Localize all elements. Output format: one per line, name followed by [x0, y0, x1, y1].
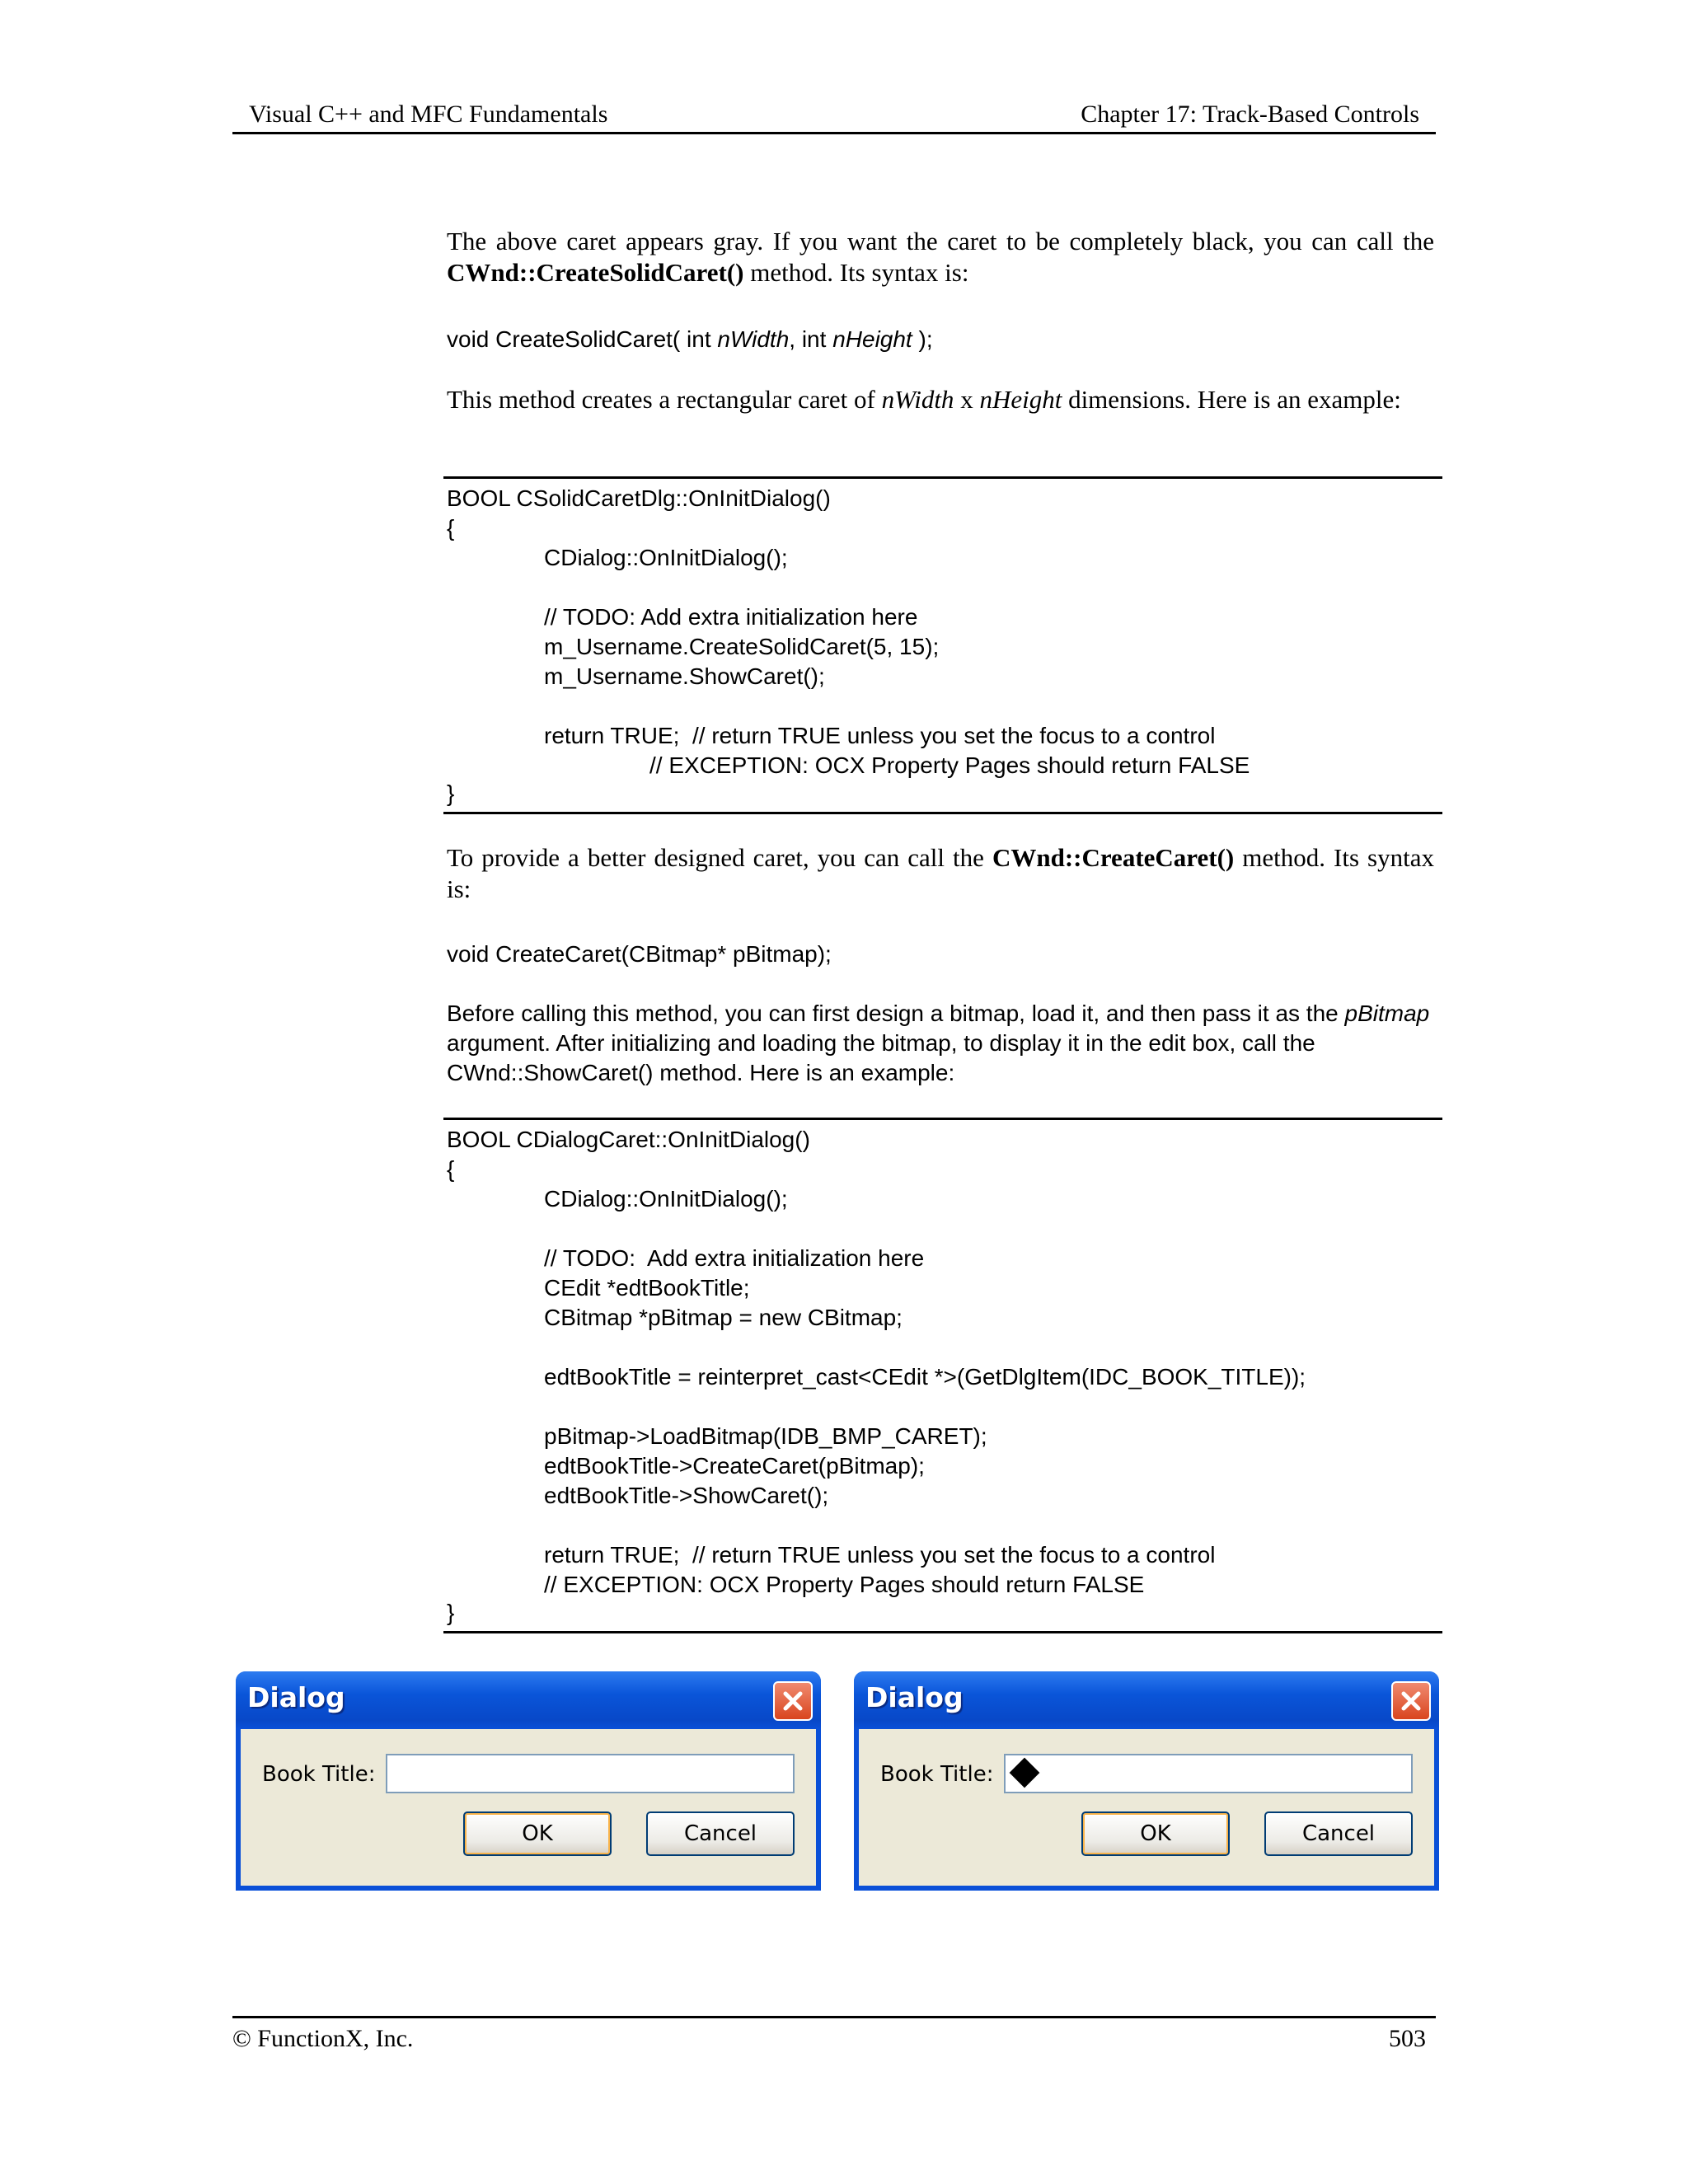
method-name: CWnd::CreateSolidCaret(): [447, 258, 744, 287]
dialog-window-default-caret: [236, 1671, 821, 1891]
code-line: }: [447, 780, 455, 806]
paragraph-bitmap-description: Before calling this method, you can first design a bitmap, load it, and then pass it as the pBitmap argument. After initializing and loading the bitmap, to display it in the edit box, call the CWnd::ShowCaret() method. Here is an example:: [447, 1001, 1430, 1085]
cancel-button[interactable]: Cancel: [1264, 1811, 1413, 1856]
close-button[interactable]: [773, 1681, 813, 1721]
cancel-button[interactable]: Cancel: [646, 1811, 795, 1856]
dialog-client-area: [241, 1729, 816, 1886]
code-block-bitmap-caret: [443, 1118, 1442, 1633]
code-line: return TRUE; // return TRUE unless you set the focus to a control: [544, 723, 1216, 748]
code-line: edtBookTitle = reinterpret_cast<CEdit *>(GetDlgItem(IDC_BOOK_TITLE));: [544, 1364, 1306, 1390]
paragraph-create-caret-intro: To provide a better designed caret, you can call the CWnd::CreateCaret() method. Its syntax is:: [447, 843, 1434, 903]
book-title-input[interactable]: [1004, 1754, 1413, 1793]
code-line: // EXCEPTION: OCX Property Pages should return FALSE: [544, 1572, 1145, 1597]
close-button[interactable]: [1391, 1681, 1431, 1721]
ok-button[interactable]: OK: [463, 1811, 612, 1856]
code-line: // EXCEPTION: OCX Property Pages should return FALSE: [649, 752, 1250, 778]
code-line: edtBookTitle->CreateCaret(pBitmap);: [544, 1453, 925, 1479]
code-line: m_Username.ShowCaret();: [544, 663, 825, 689]
code-line: m_Username.CreateSolidCaret(5, 15);: [544, 634, 940, 659]
dialog-title: Dialog: [865, 1681, 964, 1713]
page-header: [232, 97, 1436, 134]
code-line: BOOL CSolidCaretDlg::OnInitDialog(): [447, 485, 831, 511]
book-title-input[interactable]: [386, 1754, 795, 1793]
diamond-caret-icon: [1010, 1758, 1040, 1788]
code-line: edtBookTitle->ShowCaret();: [544, 1483, 829, 1508]
page-number: 503: [1389, 2025, 1426, 2052]
page-footer: [232, 2016, 1436, 2060]
close-icon: [781, 1690, 804, 1713]
code-line: {: [447, 1156, 455, 1182]
code-line: CBitmap *pBitmap = new CBitmap;: [544, 1305, 903, 1330]
code-block-solid-caret: [443, 476, 1442, 814]
code-line: BOOL CDialogCaret::OnInitDialog(): [447, 1127, 810, 1152]
code-line: }: [447, 1600, 455, 1625]
code-line: CEdit *edtBookTitle;: [544, 1275, 750, 1301]
ok-button[interactable]: OK: [1081, 1811, 1230, 1856]
dialog-titlebar[interactable]: [236, 1671, 821, 1729]
code-line: CDialog::OnInitDialog();: [544, 1186, 788, 1212]
dialog-titlebar[interactable]: [854, 1671, 1439, 1729]
dialog-client-area: [859, 1729, 1434, 1886]
header-chapter-title: Chapter 17: Track-Based Controls: [1081, 101, 1419, 128]
method-name: CWnd::CreateCaret(): [992, 843, 1235, 872]
code-line: pBitmap->LoadBitmap(IDB_BMP_CARET);: [544, 1423, 987, 1449]
code-line: // TODO: Add extra initialization here: [544, 1245, 925, 1271]
paragraph-solid-caret-description: This method creates a rectangular caret of nWidth x nHeight dimensions. Here is an example:: [447, 385, 1401, 414]
paragraph-solid-caret-intro: The above caret appears gray. If you want the caret to be completely black, you can call the CWnd::CreateSolidCaret() method. Its syntax is:: [447, 227, 1434, 287]
code-line: return TRUE; // return TRUE unless you set the focus to a control: [544, 1542, 1216, 1568]
code-line: CDialog::OnInitDialog();: [544, 545, 788, 570]
syntax-create-caret: void CreateCaret(CBitmap* pBitmap);: [447, 941, 832, 967]
header-book-title: Visual C++ and MFC Fundamentals: [249, 101, 608, 128]
book-title-label: Book Title:: [880, 1762, 994, 1787]
book-title-label: Book Title:: [262, 1762, 376, 1787]
code-line: // TODO: Add extra initialization here: [544, 604, 918, 630]
footer-copyright: © FunctionX, Inc.: [232, 2025, 414, 2052]
close-icon: [1400, 1690, 1423, 1713]
syntax-create-solid-caret: void CreateSolidCaret( int nWidth, int nHeight );: [447, 326, 933, 352]
dialog-title: Dialog: [247, 1681, 345, 1713]
dialog-window-bitmap-caret: [854, 1671, 1439, 1891]
code-line: {: [447, 515, 455, 541]
